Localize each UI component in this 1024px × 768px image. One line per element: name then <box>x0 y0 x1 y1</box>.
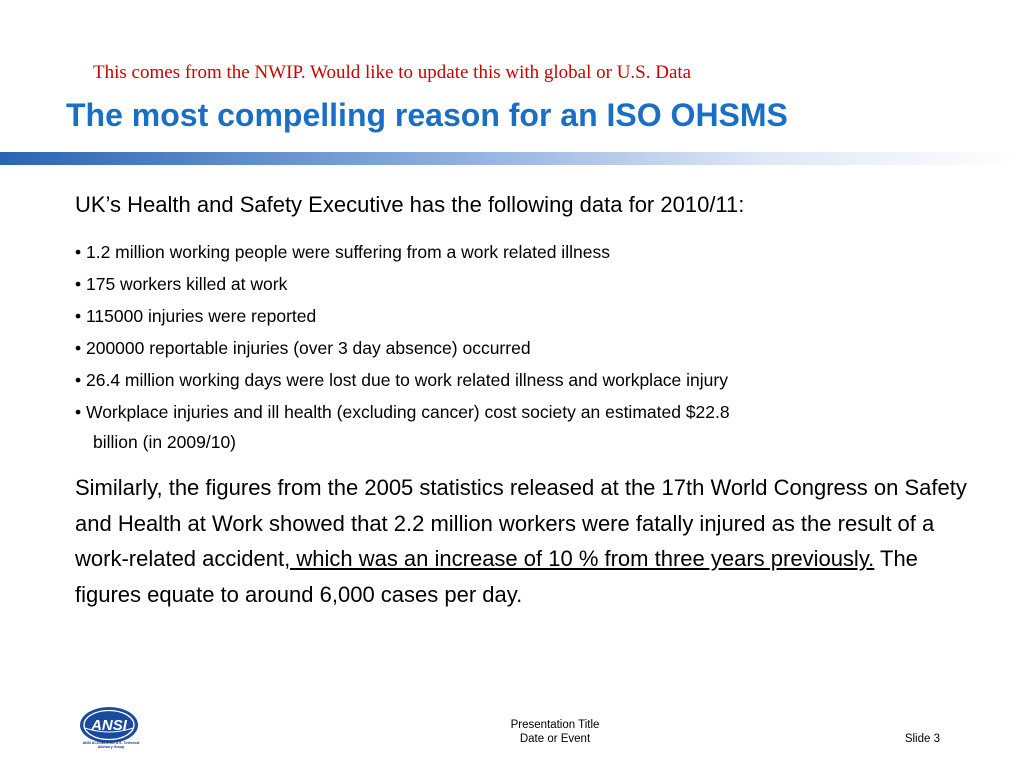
statistics-list <box>75 236 975 456</box>
slide-body <box>75 190 975 612</box>
statistic-item: • 26.4 million working days were lost due to work related illness and workplace injury <box>75 370 728 390</box>
statistic-item: • 175 workers killed at work <box>75 274 288 294</box>
logo-caption: ANSI ACCREDITED U.S. Technical Advisory Group <box>82 741 140 749</box>
presentation-title: Presentation Title <box>510 719 600 731</box>
statistic-item: • 115000 injuries were reported <box>75 306 317 326</box>
statistic-item: • 200000 reportable injuries (over 3 day absence) occurred <box>75 338 531 358</box>
statistic-item: • Workplace injuries and ill health (excluding cancer) cost society an estimated $22.8 <box>75 402 730 422</box>
summary-underlined-text: , which was an increase of 10 % from three years previously. <box>284 546 875 571</box>
editor-note: This comes from the NWIP. Would like to update this with global or U.S. Data <box>93 62 692 83</box>
footer-info <box>480 718 630 746</box>
slide-number: Slide 3 <box>904 733 940 745</box>
title-divider <box>0 152 1024 165</box>
intro-text: UK’s Health and Safety Executive has the following data for 2010/11: <box>75 192 745 217</box>
slide-title: The most compelling reason for an ISO OHSMS <box>66 97 788 133</box>
summary-text: Similarly, the figures from the 2005 statistics released at the 17th World Congress on Safety and Health at Work showed that 2.2 million workers were fatally injured as the result of a work-related accident <box>75 475 967 571</box>
summary-paragraph <box>75 470 975 612</box>
statistic-item-continuation: billion (in 2009/10) <box>93 432 237 452</box>
date-or-event: Date or Event <box>519 733 591 745</box>
statistic-item: • 1.2 million working people were suffering from a work related illness <box>75 242 610 262</box>
logo-text: ANSI <box>91 717 127 734</box>
summary-text-end: The figures equate to around 6,000 cases per day. <box>75 546 918 607</box>
